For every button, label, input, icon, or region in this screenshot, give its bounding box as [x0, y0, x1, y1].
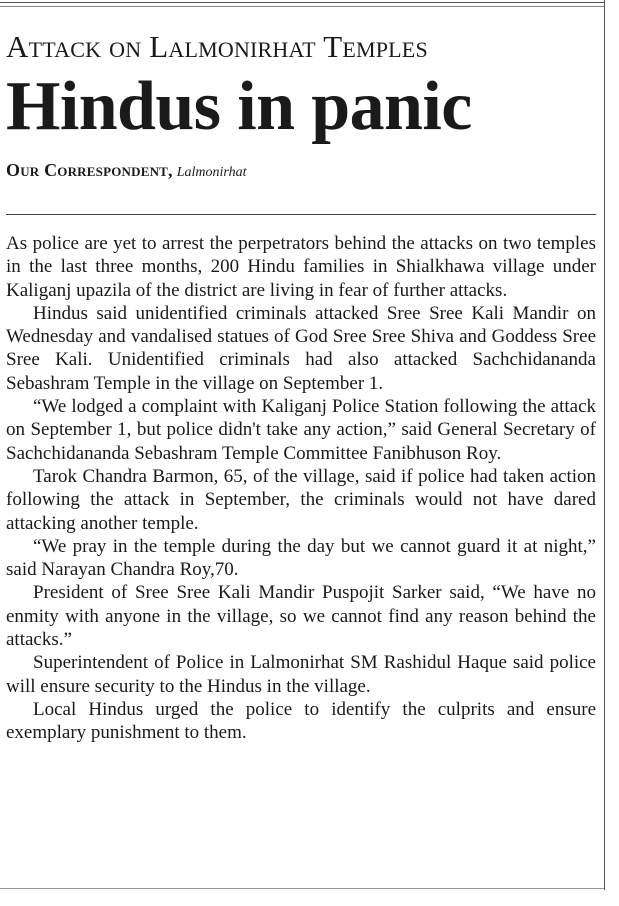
bottom-rule [0, 888, 604, 889]
top-rule [0, 2, 604, 3]
article-paragraph: Superintendent of Police in Lalmonirhat SM Rashidul Haque said police will ensure security to the Hindus in the village. [6, 652, 596, 697]
article-body [6, 232, 596, 745]
article-paragraph: “We pray in the temple during the day but we cannot guard it at night,” said Narayan Chandra Roy,70. [6, 535, 596, 581]
byline-author: Our Correspondent, [6, 160, 173, 180]
byline-location: Lalmonirhat [176, 165, 247, 180]
column-rule [604, 0, 605, 890]
article-kicker: Attack on Lalmonirhat Temples [6, 29, 428, 64]
article-paragraph: Local Hindus urged the police to identify the culprits and ensure exemplary punishment to them. [6, 698, 596, 744]
news-article [6, 28, 596, 744]
article-paragraph: President of Sree Sree Kali Mandir Puspojit Sarker said, “We have no enmity with anyone in the village, so we cannot find any reason behind the attacks.” [6, 582, 596, 651]
byline-divider [6, 214, 596, 215]
article-paragraph: “We lodged a complaint with Kaliganj Police Station following the attack on September 1, but police didn't take any action,” said General Secretary of Sachchidananda Sebashram Temple Committee Fanibhuson Roy. [6, 396, 596, 464]
top-rule-inner [0, 6, 604, 7]
article-paragraph: As police are yet to arrest the perpetrators behind the attacks on two temples in the last three months, 200 Hindu families in Shialkhawa village under Kaliganj upazila of the district are living in fear of further attacks. [6, 233, 596, 301]
article-paragraph: Tarok Chandra Barmon, 65, of the village, said if police had taken action following the attack in September, the criminals would not have dared attacking another temple. [6, 465, 596, 534]
article-paragraph: Hindus said unidentified criminals attacked Sree Sree Kali Mandir on Wednesday and vandalised statues of God Sree Sree Shiva and Goddess Sree Sree Kali. Unidentified criminals had also attacked Sachchidananda Sebashram Temple in the village on September 1. [6, 302, 596, 394]
article-byline [6, 160, 596, 183]
article-headline: Hindus in panic [6, 68, 472, 145]
